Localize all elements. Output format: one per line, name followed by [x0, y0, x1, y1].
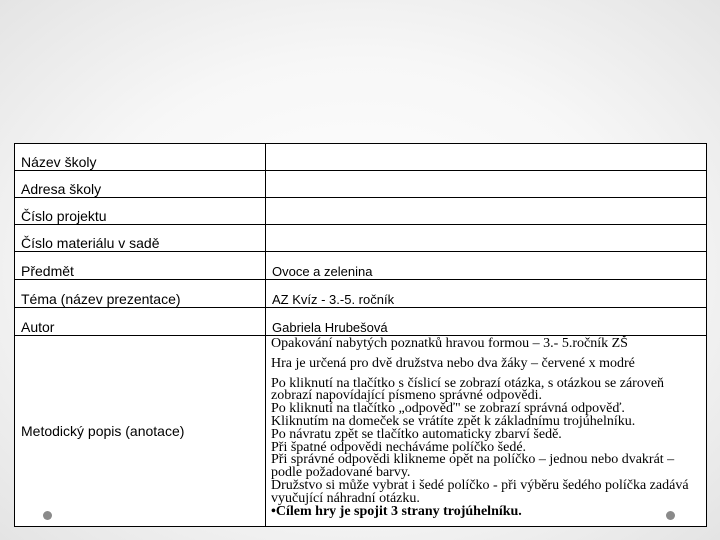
row-value	[266, 144, 707, 171]
left-dot-icon	[43, 511, 52, 520]
row-value	[266, 198, 707, 225]
description-line: Při špatné odpovědi necháváme políčko šedé.	[271, 439, 527, 455]
row-label: Číslo materiálu v sadě	[15, 225, 266, 252]
description-line: Opakování nabytých poznatků hravou formou – 3.- 5.ročník ZŠ	[271, 336, 628, 351]
info-table	[14, 143, 707, 527]
table-row	[15, 171, 707, 198]
row-value	[266, 171, 707, 198]
description-line: Kliknutím na domeček se vrátíte zpět k základnímu trojúhelníku.	[271, 413, 636, 429]
description-line: Po návratu zpět se tlačítko automaticky zbarví šedě.	[271, 426, 562, 442]
description-row	[15, 336, 707, 527]
table-row	[15, 308, 707, 336]
description-text	[266, 336, 707, 527]
description-line: •Cílem hry je spojit 3 strany trojúhelníku.	[271, 503, 522, 519]
row-label: Adresa školy	[15, 171, 266, 198]
description-label: Metodický popis (anotace)	[15, 336, 266, 527]
row-label: Autor	[15, 308, 266, 336]
description-line: Po kliknutí na tlačítko „odpověď" se zobrazí správná odpověď.	[271, 401, 625, 417]
description-line: Při správné odpovědi klikneme opět na políčko – jednou nebo dvakrát – podle požadované barvy.	[271, 452, 675, 481]
row-label: Předmět	[15, 252, 266, 280]
table-row	[15, 252, 707, 280]
table-row	[15, 225, 707, 252]
row-label: Název školy	[15, 144, 266, 171]
row-value	[266, 225, 707, 252]
row-value: Gabriela Hrubešová	[266, 308, 707, 336]
description-line: Hra je určená pro dvě družstva nebo dva žáky – červené x modré	[271, 355, 635, 371]
row-label: Téma (název prezentace)	[15, 280, 266, 308]
description-line: Po kliknutí na tlačítko s číslicí se zobrazí otázka, s otázkou se zároveň zobrazí napovídající písmeno správné odpovědi.	[271, 375, 665, 404]
table-row	[15, 144, 707, 171]
table-row	[15, 198, 707, 225]
row-label: Číslo projektu	[15, 198, 266, 225]
row-value: AZ Kvíz - 3.-5. ročník	[266, 280, 707, 308]
table-row	[15, 280, 707, 308]
description-line: Družstvo si může vybrat i šedé políčko - při výběru šedého políčka zadává vyučující náhradní otázku.	[271, 477, 689, 506]
right-dot-icon	[666, 511, 675, 520]
row-value: Ovoce a zelenina	[266, 252, 707, 280]
